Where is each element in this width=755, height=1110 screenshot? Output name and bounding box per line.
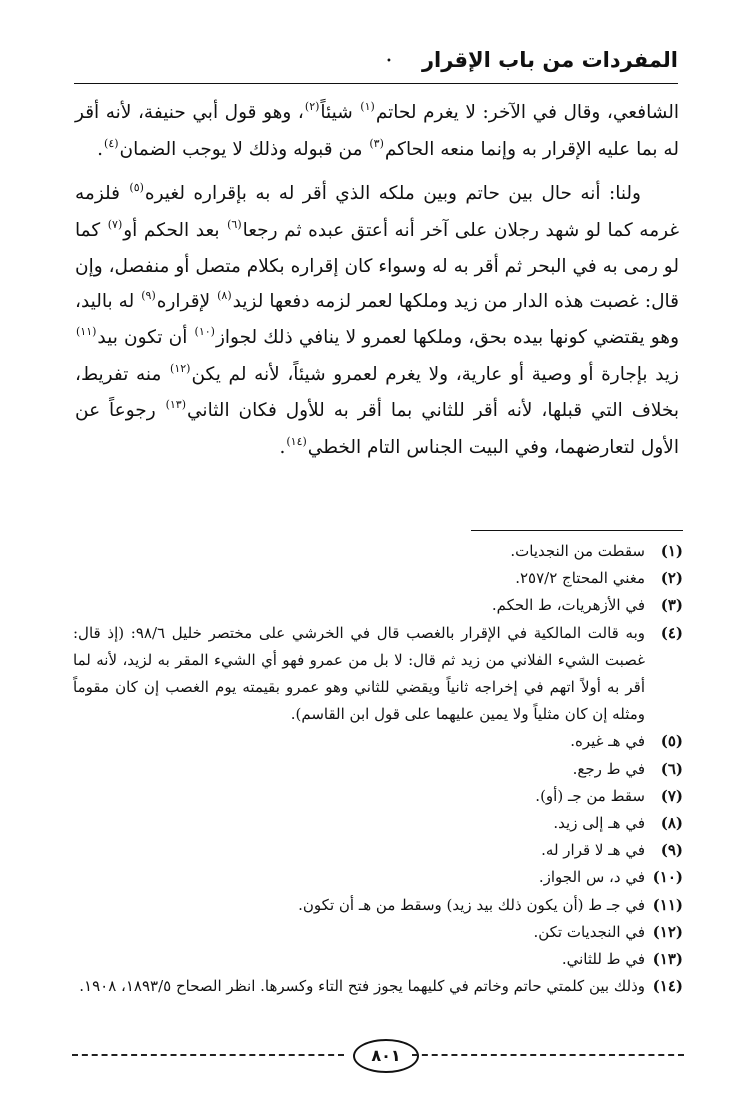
footnote-marker: (٨) <box>217 288 232 302</box>
text-span: لإقراره <box>156 290 217 312</box>
footnote-item <box>73 919 683 946</box>
footnote-number: (١) <box>660 542 683 560</box>
main-text <box>75 96 679 467</box>
footnote-marker: (٦) <box>227 217 242 231</box>
footnote-item <box>73 620 683 729</box>
text-span: أن تكون بيد <box>97 327 194 348</box>
page-number: ٨٠١ <box>353 1039 419 1073</box>
text-span: بعد الحكم أو <box>123 219 227 241</box>
footnote-number: (٢) <box>660 569 683 588</box>
text-span: من قبوله وذلك لا يوجب الضمان <box>119 138 369 160</box>
text-span: زيد بإجارة أو وصية أو عارية، ولا يغرم لعمرو شيئاً، لأنه لم يكن <box>191 363 679 385</box>
footnote-marker: (١٢) <box>170 361 191 375</box>
footnote-number: (١٤) <box>652 977 683 996</box>
footnote-marker: (١٣) <box>165 398 187 411</box>
footnote-number: (١٣) <box>652 950 683 969</box>
footnote-item <box>73 810 683 837</box>
footnote-number: (٣) <box>660 596 683 615</box>
footnote-item <box>73 538 683 565</box>
page-footer <box>72 1036 684 1076</box>
footnote-item <box>73 864 683 891</box>
text-span: شيئاً <box>320 102 360 123</box>
footnote-text: في هـ إلى زيد. <box>553 814 645 833</box>
footnote-item <box>73 892 683 919</box>
footnote-number: (٥) <box>660 732 683 751</box>
footnote-number: (٧) <box>660 786 683 805</box>
footnote-marker: (٥) <box>129 181 144 194</box>
footnote-marker: (١) <box>360 100 375 113</box>
text-span: كما لو رمى به في البحر ثم أقر به له وسواء كان إقراره بكلام متصل أو منفصل، وإن قال: غصبت هذه الدار من زيد وملكها لعمر لزمه دفعها لزيد <box>75 219 679 312</box>
footnote-marker: (١٠) <box>194 325 215 338</box>
text-span: . <box>97 138 104 160</box>
footnote-separator <box>471 530 683 531</box>
footnote-number: (٩) <box>660 841 683 860</box>
footnote-marker: (١١) <box>76 325 97 338</box>
footnote-item <box>73 783 683 810</box>
text-span: ولنا: أنه حال بين حاتم وبين ملكه الذي أقر له به بإقراره لغيره <box>144 183 641 204</box>
footnote-text: وذلك بين كلمتي حاتم وخاتم في كليهما يجوز فتح التاء وكسرها. انظر الصحاح ١٨٩٣/٥، ١٩٠٨. <box>79 977 645 996</box>
text-span: الشافعي، وقال في الآخر: لا يغرم لحاتم <box>375 102 679 123</box>
footnote-text: سقطت من النجديات. <box>510 542 645 560</box>
footnote-marker: (٣) <box>369 136 384 150</box>
header-title: المفردات من باب الإقرار <box>421 48 678 72</box>
footnote-number: (٦) <box>660 759 683 778</box>
footnote-item <box>73 946 683 973</box>
footnote-text: مغني المحتاج ٢٥٧/٢. <box>515 569 645 588</box>
footnote-marker: (٤) <box>104 136 119 150</box>
footnote-marker: (٩) <box>141 288 156 302</box>
footnote-text: في ط للثاني. <box>561 950 645 969</box>
text-span: . <box>279 436 286 458</box>
text-span: فلزمه غرمه كما لو شهد رجلان على آخر أنه أعتق عبده ثم رجعا <box>75 183 679 241</box>
footnotes <box>73 538 683 1000</box>
footnote-marker: (٢) <box>304 100 320 113</box>
footnote-item <box>73 728 683 755</box>
paragraph-1 <box>75 96 679 169</box>
footnote-item <box>73 837 683 864</box>
footer-dashed-rule-right <box>412 1054 684 1056</box>
footnote-text: في الأزهريات، ط الحكم. <box>491 596 645 615</box>
footnote-item <box>73 592 683 619</box>
header-dot: • <box>386 56 392 67</box>
footnote-text: في جـ ط (أن يكون ذلك بيد زيد) وسقط من هـ أن تكون. <box>298 895 645 914</box>
footnote-number: (١٠) <box>652 868 683 887</box>
footnote-marker: (٧) <box>107 217 123 231</box>
footnote-text: في هـ غيره. <box>570 732 645 751</box>
footnote-number: (٨) <box>660 814 683 833</box>
footnote-text: في النجديات تكن. <box>533 922 645 941</box>
footnote-text: في ط رجع. <box>572 759 645 778</box>
text-span: منه تفريط، بخلاف التي قبلها، لأنه أقر للثاني بما أقر به للأول فكان الثاني <box>75 363 679 421</box>
footnote-item <box>73 973 683 1000</box>
footnote-text: وبه قالت المالكية في الإقرار بالغصب قال في الخرشي على مختصر خليل ٩٨/٦: (إذ قال: غصبت الشيء الفلاني من زيد ثم قال: لا بل من عمرو فهو أي الشيء المقر به لزيد، لأنه لما أقر به أولاً اتهم في إخراجه ثانياً ويقضي للثاني وهو عمرو بقيمته يوم الغصب إن كان مقوماً ومثله إن كان مثلياً ولا يمين عليهما على قول ابن القاسم). <box>73 623 646 724</box>
footnote-marker: (١٤) <box>286 434 307 448</box>
footnote-text: في د، س الجواز. <box>538 868 645 887</box>
footnote-text: في هـ لا قرار له. <box>541 841 645 860</box>
footnote-number: (١٢) <box>652 922 683 941</box>
footer-dashed-rule-left <box>72 1054 344 1056</box>
running-header <box>74 42 678 86</box>
footnote-item <box>73 756 683 783</box>
footnote-number: (٤) <box>660 623 683 642</box>
paragraph-2 <box>75 177 679 467</box>
text-span: رجوعاً عن الأول لتعارضهما، وفي البيت الجناس التام الخطي <box>75 400 679 458</box>
text-span: ، وهو قول أبي حنيفة، لأنه أقر له بما عليه الإقرار به وإنما منعه الحاكم <box>75 102 679 160</box>
text-span: له باليد، وهو يقتضي كونها بيده بحق، وملكها لعمرو لا ينافي ذلك لجواز <box>75 290 679 348</box>
footnote-text: سقط من جـ (أو). <box>535 786 645 805</box>
header-rule <box>74 83 678 84</box>
footnote-item <box>73 565 683 592</box>
footnote-number: (١١) <box>652 895 683 914</box>
